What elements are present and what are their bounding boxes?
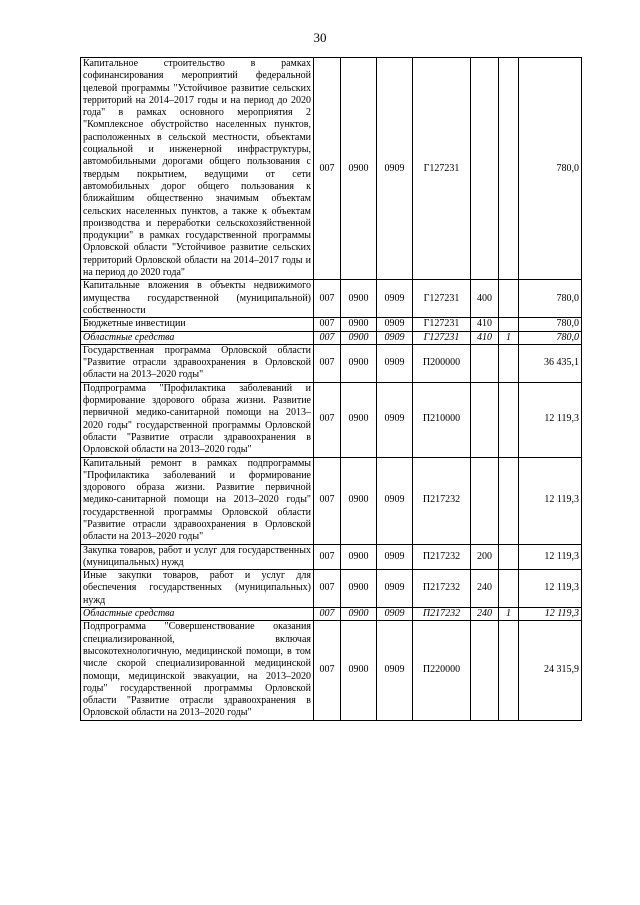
table-row xyxy=(81,544,582,570)
section-code: 0900 xyxy=(341,570,377,608)
row-name: Подпрограмма "Профилактика заболеваний и формирование здорового образа жизни. Развитие первичной медико-санитарной помощи на 2013–2020 годы" государственной программы Орловской области "Развитие отрасли здравоохранения в Орловской области на 2013–2020 годы" xyxy=(81,382,314,457)
funding-source-code xyxy=(499,457,519,544)
amount-value: 780,0 xyxy=(519,58,582,280)
subsection-code: 0909 xyxy=(377,544,413,570)
target-article-code: П200000 xyxy=(413,344,471,382)
amount-value: 780,0 xyxy=(519,280,582,318)
table-row xyxy=(81,382,582,457)
table-body xyxy=(81,58,582,721)
ministry-code: 007 xyxy=(314,318,341,331)
subsection-code: 0909 xyxy=(377,608,413,621)
ministry-code: 007 xyxy=(314,331,341,344)
budget-table xyxy=(80,57,582,721)
expense-type-code xyxy=(471,457,499,544)
ministry-code: 007 xyxy=(314,280,341,318)
subsection-code: 0909 xyxy=(377,570,413,608)
expense-type-code: 410 xyxy=(471,318,499,331)
ministry-code: 007 xyxy=(314,544,341,570)
row-name: Закупка товаров, работ и услуг для государственных (муниципальных) нужд xyxy=(81,544,314,570)
table-row xyxy=(81,344,582,382)
amount-value: 12 119,3 xyxy=(519,382,582,457)
amount-value: 780,0 xyxy=(519,331,582,344)
row-name: Бюджетные инвестиции xyxy=(81,318,314,331)
table-row xyxy=(81,570,582,608)
section-code: 0900 xyxy=(341,382,377,457)
page-number: 30 xyxy=(313,30,327,45)
expense-type-code xyxy=(471,58,499,280)
row-name: Государственная программа Орловской области "Развитие отрасли здравоохранения в Орловской области на 2013–2020 годы" xyxy=(81,344,314,382)
expense-type-code: 400 xyxy=(471,280,499,318)
target-article-code: Г127231 xyxy=(413,318,471,331)
section-code: 0900 xyxy=(341,58,377,280)
target-article-code: П217232 xyxy=(413,570,471,608)
target-article-code: П217232 xyxy=(413,608,471,621)
ministry-code: 007 xyxy=(314,58,341,280)
subsection-code: 0909 xyxy=(377,457,413,544)
target-article-code: Г127231 xyxy=(413,58,471,280)
subsection-code: 0909 xyxy=(377,280,413,318)
subsection-code: 0909 xyxy=(377,621,413,720)
amount-value: 24 315,9 xyxy=(519,621,582,720)
funding-source-code: 1 xyxy=(499,608,519,621)
row-name: Областные средства xyxy=(81,331,314,344)
funding-source-code xyxy=(499,382,519,457)
subsection-code: 0909 xyxy=(377,58,413,280)
ministry-code: 007 xyxy=(314,608,341,621)
subsection-code: 0909 xyxy=(377,344,413,382)
row-name: Подпрограмма "Совершенствование оказания специализированной, включая высокотехнологичную, медицинской помощи, в том числе скорой специализированной медицинской помощи, медицинской эвакуации, на 2013–2020 годы" государственной программы Орловской области "Развитие отрасли здравоохранения в Орловской области на 2013–2020 годы" xyxy=(81,621,314,720)
target-article-code: П217232 xyxy=(413,544,471,570)
amount-value: 12 119,3 xyxy=(519,570,582,608)
target-article-code: П217232 xyxy=(413,457,471,544)
subsection-code: 0909 xyxy=(377,331,413,344)
row-name: Капитальные вложения в объекты недвижимого имущества государственной (муниципальной) собственности xyxy=(81,280,314,318)
section-code: 0900 xyxy=(341,344,377,382)
amount-value: 780,0 xyxy=(519,318,582,331)
section-code: 0900 xyxy=(341,544,377,570)
row-name: Иные закупки товаров, работ и услуг для обеспечения государственных (муниципальных) нужд xyxy=(81,570,314,608)
table-row xyxy=(81,457,582,544)
funding-source-code xyxy=(499,280,519,318)
table-row xyxy=(81,331,582,344)
funding-source-code xyxy=(499,344,519,382)
amount-value: 12 119,3 xyxy=(519,457,582,544)
table-row xyxy=(81,58,582,280)
target-article-code: П220000 xyxy=(413,621,471,720)
funding-source-code: 1 xyxy=(499,331,519,344)
expense-type-code: 240 xyxy=(471,608,499,621)
section-code: 0900 xyxy=(341,608,377,621)
row-name: Областные средства xyxy=(81,608,314,621)
subsection-code: 0909 xyxy=(377,318,413,331)
table-row xyxy=(81,280,582,318)
funding-source-code xyxy=(499,621,519,720)
funding-source-code xyxy=(499,318,519,331)
expense-type-code: 410 xyxy=(471,331,499,344)
section-code: 0900 xyxy=(341,457,377,544)
row-name: Капитальное строительство в рамках софинансирования мероприятий федеральной целевой программы "Устойчивое развитие сельских территорий на 2014–2017 годы и на период до 2020 года" в рамках основного мероприятия 2 "Комплексное обустройство населенных пунктов, расположенных в сельской местности, объектами социальной и инженерной инфраструктуры, автомобильными дорогами общего пользования с твердым покрытием, ведущими от сети автомобильных дорог общего пользования к ближайшим общественно значимым объектам сельских населенных пунктов, а также к объектам производства и переработки сельскохозяйственной продукции" в рамках государственной программы Орловской области "Устойчивое развитие сельских территорий Орловской области на 2014–2017 годы и на период до 2020 года" xyxy=(81,58,314,280)
subsection-code: 0909 xyxy=(377,382,413,457)
ministry-code: 007 xyxy=(314,344,341,382)
row-name: Капитальный ремонт в рамках подпрограммы "Профилактика заболеваний и формирование здорового образа жизни. Развитие первичной медико-санитарной помощи на 2013–2020 годы" государственной программы Орловской области "Развитие отрасли здравоохранения в Орловской области на 2013–2020 годы" xyxy=(81,457,314,544)
expense-type-code xyxy=(471,621,499,720)
table-row xyxy=(81,608,582,621)
target-article-code: Г127231 xyxy=(413,280,471,318)
section-code: 0900 xyxy=(341,318,377,331)
funding-source-code xyxy=(499,58,519,280)
section-code: 0900 xyxy=(341,621,377,720)
expense-type-code xyxy=(471,344,499,382)
ministry-code: 007 xyxy=(314,382,341,457)
expense-type-code: 240 xyxy=(471,570,499,608)
amount-value: 36 435,1 xyxy=(519,344,582,382)
amount-value: 12 119,3 xyxy=(519,544,582,570)
section-code: 0900 xyxy=(341,280,377,318)
target-article-code: Г127231 xyxy=(413,331,471,344)
funding-source-code xyxy=(499,570,519,608)
table-row xyxy=(81,621,582,720)
table-row xyxy=(81,318,582,331)
target-article-code: П210000 xyxy=(413,382,471,457)
ministry-code: 007 xyxy=(314,457,341,544)
expense-type-code xyxy=(471,382,499,457)
expense-type-code: 200 xyxy=(471,544,499,570)
amount-value: 12 119,3 xyxy=(519,608,582,621)
section-code: 0900 xyxy=(341,331,377,344)
ministry-code: 007 xyxy=(314,621,341,720)
funding-source-code xyxy=(499,544,519,570)
ministry-code: 007 xyxy=(314,570,341,608)
